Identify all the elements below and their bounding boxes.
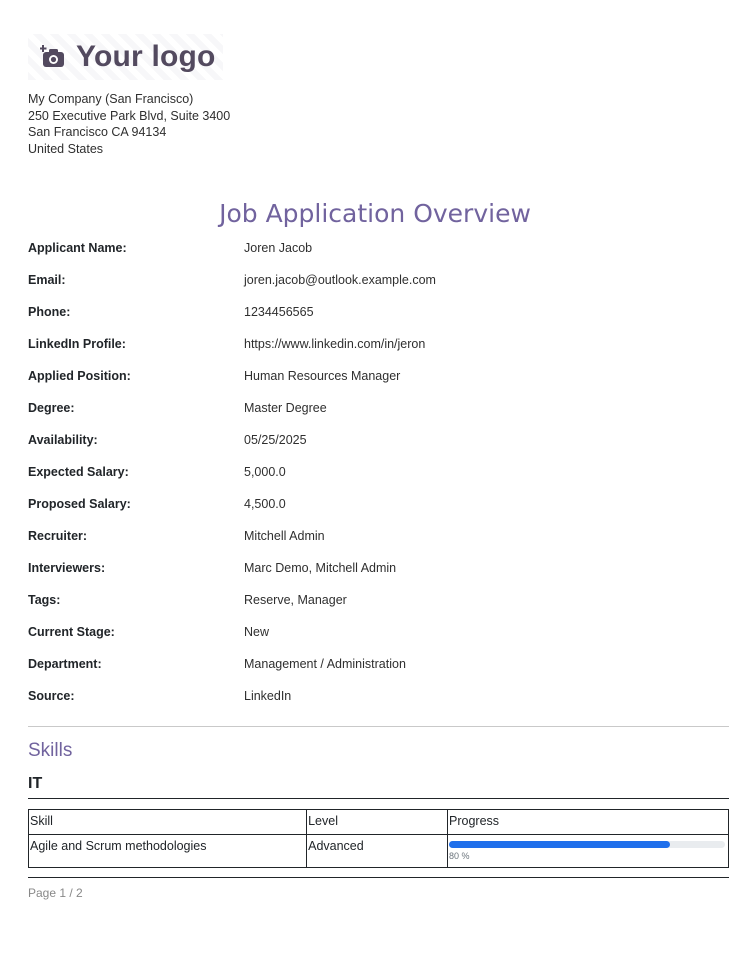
skill-progress-cell xyxy=(448,835,729,868)
skill-group-heading: IT xyxy=(28,775,43,792)
camera-plus-icon xyxy=(40,44,66,70)
field-row xyxy=(28,528,728,560)
field-value: Joren Jacob xyxy=(244,241,313,255)
progress-bar-fill xyxy=(449,841,670,848)
skills-heading: Skills xyxy=(28,740,73,761)
field-label: Interviewers: xyxy=(28,561,106,575)
field-row xyxy=(28,368,728,400)
skill-level: Advanced xyxy=(307,835,448,868)
field-label: Applied Position: xyxy=(28,369,131,383)
column-header-skill: Skill xyxy=(29,810,307,835)
field-label: Degree: xyxy=(28,401,75,415)
field-value: Marc Demo, Mitchell Admin xyxy=(244,561,397,575)
field-row xyxy=(28,656,728,688)
field-value: Management / Administration xyxy=(244,657,406,671)
field-value: 5,000.0 xyxy=(244,465,286,479)
field-row xyxy=(28,432,728,464)
field-row xyxy=(28,272,728,304)
page-title: Job Application Overview xyxy=(219,198,531,228)
company-address xyxy=(28,91,230,157)
skill-group-divider xyxy=(28,798,729,799)
field-value: joren.jacob@outlook.example.com xyxy=(244,273,436,287)
skill-name: Agile and Scrum methodologies xyxy=(29,835,307,868)
field-value: New xyxy=(244,625,270,639)
logo-text: Your logo xyxy=(76,40,216,73)
company-city: San Francisco CA 94134 xyxy=(28,125,167,139)
field-label: Source: xyxy=(28,689,75,703)
field-label: Tags: xyxy=(28,593,61,607)
field-label: Availability: xyxy=(28,433,98,447)
field-label: LinkedIn Profile: xyxy=(28,337,126,351)
field-value: Mitchell Admin xyxy=(244,529,325,543)
field-label: Department: xyxy=(28,657,102,671)
field-row xyxy=(28,304,728,336)
page-number: Page 1 / 2 xyxy=(28,886,83,900)
progress-bar xyxy=(449,841,725,848)
field-value: 4,500.0 xyxy=(244,497,286,511)
column-header-progress: Progress xyxy=(448,810,729,835)
field-value: Human Resources Manager xyxy=(244,369,401,383)
field-label: Proposed Salary: xyxy=(28,497,131,511)
field-label: Email: xyxy=(28,273,66,287)
applicant-fields xyxy=(28,240,728,720)
field-row xyxy=(28,400,728,432)
field-row xyxy=(28,240,728,272)
field-value: Master Degree xyxy=(244,401,327,415)
progress-label: 80 % xyxy=(449,851,470,861)
field-row xyxy=(28,560,728,592)
field-label: Applicant Name: xyxy=(28,241,127,255)
field-row xyxy=(28,624,728,656)
field-value: https://www.linkedin.com/in/jeron xyxy=(244,337,426,351)
column-header-level: Level xyxy=(307,810,448,835)
field-row xyxy=(28,592,728,624)
footer-divider xyxy=(28,877,729,878)
field-value: LinkedIn xyxy=(244,689,292,703)
field-label: Current Stage: xyxy=(28,625,115,639)
field-value: 05/25/2025 xyxy=(244,433,307,447)
field-value: 1234456565 xyxy=(244,305,314,319)
field-row xyxy=(28,496,728,528)
field-value: Reserve, Manager xyxy=(244,593,347,607)
company-logo xyxy=(28,34,223,80)
company-name: My Company (San Francisco) xyxy=(28,92,194,106)
field-label: Phone: xyxy=(28,305,71,319)
company-street: 250 Executive Park Blvd, Suite 3400 xyxy=(28,108,231,123)
field-row xyxy=(28,464,728,496)
field-label: Recruiter: xyxy=(28,529,88,543)
company-country: United States xyxy=(28,141,104,156)
skills-table xyxy=(28,809,729,868)
field-label: Expected Salary: xyxy=(28,465,129,479)
section-divider xyxy=(28,726,729,727)
field-row xyxy=(28,336,728,368)
field-row xyxy=(28,688,728,720)
table-row xyxy=(29,835,729,868)
skills-table-header xyxy=(29,810,729,835)
